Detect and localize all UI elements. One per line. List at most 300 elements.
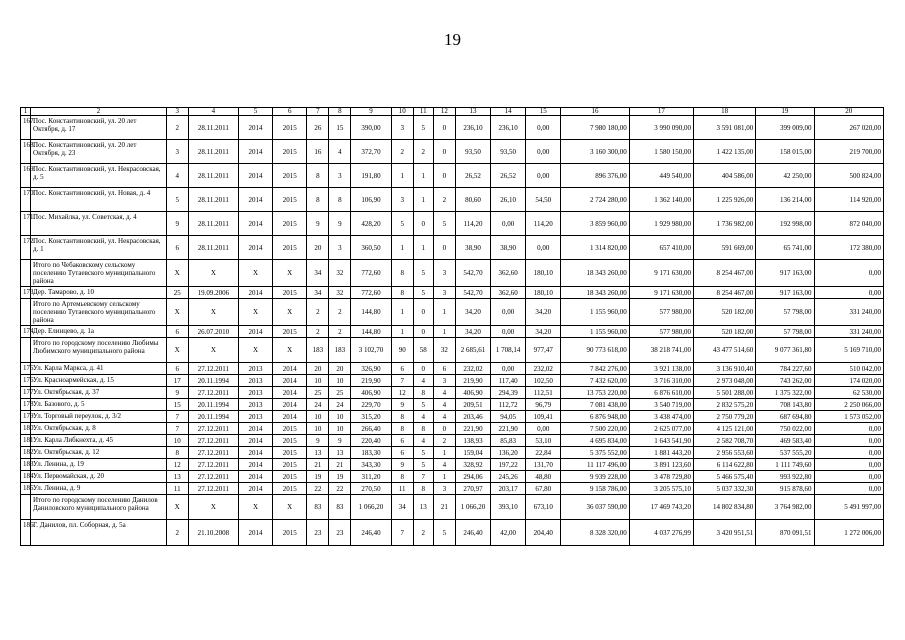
value-cell: 2015 [273, 140, 307, 164]
row-number-cell: 172. [21, 236, 31, 260]
value-cell: 246,40 [351, 520, 391, 546]
value-cell: 38,90 [491, 236, 526, 260]
value-cell: 0,00 [491, 212, 526, 236]
value-cell: 19 [307, 471, 329, 483]
value-cell: 399 009,00 [756, 116, 814, 140]
value-cell: 3 420 951,51 [693, 520, 755, 546]
table-row [21, 399, 884, 411]
value-cell: 2014 [238, 164, 272, 188]
value-cell: 13 [166, 471, 188, 483]
value-cell: 57 798,00 [756, 326, 814, 338]
value-cell: 1 066,20 [455, 495, 490, 520]
value-cell: 3 591 081,00 [693, 116, 755, 140]
table-row [21, 435, 884, 447]
column-number-header: 6 [273, 108, 307, 116]
column-number-header: 18 [693, 108, 755, 116]
value-cell: 3 [391, 188, 413, 212]
value-cell: 26 [307, 116, 329, 140]
table-row [21, 447, 884, 459]
value-cell: 203,46 [455, 411, 490, 423]
value-cell: 2015 [273, 164, 307, 188]
address-cell: Ул. Торговый переулок, д. 3/2 [31, 411, 167, 423]
value-cell: 1 272 006,00 [814, 520, 883, 546]
value-cell: 4 [166, 164, 188, 188]
value-cell: 772,60 [351, 287, 391, 299]
row-number-cell: 169. [21, 164, 31, 188]
value-cell: 10 [166, 435, 188, 447]
value-cell: 2015 [273, 471, 307, 483]
value-cell: 8 [329, 188, 351, 212]
value-cell: 6 [166, 363, 188, 375]
value-cell: 577 980,00 [629, 326, 693, 338]
value-cell: 114 920,00 [814, 188, 883, 212]
value-cell: 5 [413, 260, 433, 287]
value-cell: 8 [391, 287, 413, 299]
value-cell: 2 [329, 326, 351, 338]
value-cell: 9 [307, 212, 329, 236]
value-cell: 27.12.2011 [188, 483, 238, 495]
value-cell: 591 669,00 [693, 236, 755, 260]
value-cell: 5 [413, 287, 433, 299]
address-cell: Ул. Октябрьская, д. 37 [31, 387, 167, 399]
value-cell: 159,04 [455, 447, 490, 459]
value-cell: 43 477 514,60 [693, 338, 755, 363]
value-cell: 360,50 [351, 236, 391, 260]
column-number-header: 8 [329, 108, 351, 116]
value-cell: 4 [413, 375, 433, 387]
value-cell: 90 [391, 338, 413, 363]
value-cell: 5 037 332,30 [693, 483, 755, 495]
value-cell: 0 [413, 326, 433, 338]
value-cell: 0 [413, 363, 433, 375]
value-cell: 8 [307, 164, 329, 188]
address-cell: Ул. Красноармейская, д. 15 [31, 375, 167, 387]
row-number-cell: 180. [21, 423, 31, 435]
value-cell: 19.09.2006 [188, 287, 238, 299]
value-cell: 16 [307, 140, 329, 164]
value-cell: 3 438 474,00 [629, 411, 693, 423]
value-cell: 5 169 710,00 [814, 338, 883, 363]
value-cell: 3 478 729,80 [629, 471, 693, 483]
value-cell: 872 040,00 [814, 212, 883, 236]
value-cell: 10 [329, 411, 351, 423]
value-cell: 3 160 300,00 [561, 140, 629, 164]
subtotal-row [21, 260, 884, 287]
value-cell: 24 [307, 399, 329, 411]
value-cell: 8 254 467,00 [693, 260, 755, 287]
value-cell: 93,50 [491, 140, 526, 164]
row-number-cell: 175. [21, 363, 31, 375]
address-cell: Пос. Михайлка, ул. Советская, д. 4 [31, 212, 167, 236]
value-cell: 2014 [238, 236, 272, 260]
value-cell: 245,26 [491, 471, 526, 483]
row-number-cell: 171. [21, 212, 31, 236]
value-cell: 5 466 575,40 [693, 471, 755, 483]
row-number-cell [21, 299, 31, 326]
value-cell: 2013 [238, 363, 272, 375]
value-cell: 36 037 590,00 [561, 495, 629, 520]
subtotal-row [21, 495, 884, 520]
value-cell: 331 240,00 [814, 299, 883, 326]
value-cell: 2015 [273, 435, 307, 447]
value-cell: 9 077 361,80 [756, 338, 814, 363]
value-cell: 2015 [273, 459, 307, 471]
value-cell: 136 214,00 [756, 188, 814, 212]
table-row [21, 375, 884, 387]
value-cell: 13 [329, 447, 351, 459]
value-cell: 2015 [273, 188, 307, 212]
value-cell: X [166, 299, 188, 326]
value-cell: 3 [433, 483, 455, 495]
address-cell: Итого по городскому поселению Данилов Даниловского муниципального района [31, 495, 167, 520]
value-cell: 7 [391, 520, 413, 546]
column-number-header: 16 [561, 108, 629, 116]
value-cell: 219,90 [455, 375, 490, 387]
value-cell: 9 [166, 387, 188, 399]
value-cell: 2 [433, 435, 455, 447]
value-cell: 3 921 138,00 [629, 363, 693, 375]
address-cell: Ул. Октябрьская, д. 12 [31, 447, 167, 459]
value-cell: 6 [391, 435, 413, 447]
address-cell: Пос. Константиновский, ул. Некрасовская, д. 1 [31, 236, 167, 260]
row-number-cell: 182. [21, 447, 31, 459]
value-cell: 0,00 [526, 140, 561, 164]
value-cell: 18 343 260,00 [561, 287, 629, 299]
value-cell: 6 [391, 447, 413, 459]
value-cell: 236,10 [455, 116, 490, 140]
value-cell: 53,10 [526, 435, 561, 447]
value-cell: X [238, 260, 272, 287]
table-row [21, 411, 884, 423]
value-cell: 2014 [238, 116, 272, 140]
value-cell: 209,51 [455, 399, 490, 411]
value-cell: 4 [433, 399, 455, 411]
value-cell: 8 254 467,00 [693, 287, 755, 299]
value-cell: 109,41 [526, 411, 561, 423]
value-cell: 20.11.1994 [188, 375, 238, 387]
value-cell: 6 114 622,80 [693, 459, 755, 471]
value-cell: 7 [413, 471, 433, 483]
value-cell: 20.11.1994 [188, 411, 238, 423]
value-cell: 144,80 [351, 299, 391, 326]
value-cell: 27.12.2011 [188, 387, 238, 399]
value-cell: 54,50 [526, 188, 561, 212]
value-cell: 13 [413, 495, 433, 520]
value-cell: 0,00 [814, 435, 883, 447]
value-cell: 2014 [238, 471, 272, 483]
value-cell: 9 [329, 212, 351, 236]
column-number-header: 15 [526, 108, 561, 116]
value-cell: 750 022,00 [756, 423, 814, 435]
value-cell: 2013 [238, 411, 272, 423]
value-cell: 2013 [238, 387, 272, 399]
value-cell: 34,20 [526, 326, 561, 338]
value-cell: 28.11.2011 [188, 212, 238, 236]
value-cell: 6 876 610,00 [629, 387, 693, 399]
value-cell: 21 [329, 459, 351, 471]
value-cell: 180,10 [526, 287, 561, 299]
value-cell: 1 375 322,00 [756, 387, 814, 399]
value-cell: X [238, 495, 272, 520]
value-cell: 28.11.2011 [188, 116, 238, 140]
value-cell: 372,70 [351, 140, 391, 164]
value-cell: 1 225 926,00 [693, 188, 755, 212]
table-row [21, 164, 884, 188]
column-number-header: 7 [307, 108, 329, 116]
value-cell: 294,39 [491, 387, 526, 399]
address-cell: Пос. Константиновский, ул. 20 лет Октября, д. 23 [31, 140, 167, 164]
value-cell: 58 [413, 338, 433, 363]
address-cell: Ул. Карла Либкнехта, д. 45 [31, 435, 167, 447]
value-cell: 2014 [238, 287, 272, 299]
value-cell: 0 [433, 236, 455, 260]
value-cell: 2 [166, 116, 188, 140]
value-cell: 20 [307, 236, 329, 260]
value-cell: 2015 [273, 116, 307, 140]
value-cell: 294,06 [455, 471, 490, 483]
value-cell: 1 [391, 299, 413, 326]
value-cell: 22,84 [526, 447, 561, 459]
value-cell: 22 [329, 483, 351, 495]
value-cell: 772,60 [351, 260, 391, 287]
address-cell: Г. Данилов, пл. Соборная, д. 5а [31, 520, 167, 546]
value-cell: 977,47 [526, 338, 561, 363]
table-header-row [21, 108, 884, 116]
value-cell: 2014 [238, 483, 272, 495]
value-cell: 3 540 719,00 [629, 399, 693, 411]
value-cell: 2014 [238, 212, 272, 236]
value-cell: X [188, 338, 238, 363]
value-cell: 1 [433, 299, 455, 326]
value-cell: 1 [391, 164, 413, 188]
value-cell: 0,00 [526, 164, 561, 188]
row-number-cell: 183. [21, 459, 31, 471]
value-cell: 3 205 575,10 [629, 483, 693, 495]
value-cell: 1 155 960,00 [561, 299, 629, 326]
value-cell: 96,79 [526, 399, 561, 411]
value-cell: 1 573 052,00 [814, 411, 883, 423]
value-cell: 144,80 [351, 326, 391, 338]
value-cell: 246,40 [455, 520, 490, 546]
value-cell: 3 [391, 116, 413, 140]
value-cell: 3 [329, 164, 351, 188]
value-cell: 267 020,00 [814, 116, 883, 140]
value-cell: 28.11.2011 [188, 236, 238, 260]
value-cell: 2 832 575,20 [693, 399, 755, 411]
value-cell: 1 [433, 326, 455, 338]
row-number-cell: 181. [21, 435, 31, 447]
value-cell: 993 922,80 [756, 471, 814, 483]
value-cell: 0,00 [814, 447, 883, 459]
value-cell: 34,20 [455, 299, 490, 326]
value-cell: 4 [329, 140, 351, 164]
value-cell: 11 117 496,00 [561, 459, 629, 471]
value-cell: 62 530,00 [814, 387, 883, 399]
value-cell: 180,10 [526, 260, 561, 287]
row-number-cell: 179. [21, 411, 31, 423]
value-cell: 673,10 [526, 495, 561, 520]
value-cell: 2 625 077,00 [629, 423, 693, 435]
address-cell: Пос. Константиновский, ул. Новая, д. 4 [31, 188, 167, 212]
column-number-header: 3 [166, 108, 188, 116]
value-cell: 1 580 150,00 [629, 140, 693, 164]
value-cell: 326,90 [351, 363, 391, 375]
value-cell: 542,70 [455, 287, 490, 299]
value-cell: 743 262,00 [756, 375, 814, 387]
value-cell: 138,93 [455, 435, 490, 447]
value-cell: 219 700,00 [814, 140, 883, 164]
value-cell: 362,60 [491, 260, 526, 287]
value-cell: 15 [166, 399, 188, 411]
value-cell: 3 102,70 [351, 338, 391, 363]
value-cell: 219,90 [351, 375, 391, 387]
value-cell: 15 [329, 116, 351, 140]
value-cell: 1 929 980,00 [629, 212, 693, 236]
value-cell: 4 [413, 435, 433, 447]
value-cell: 114,20 [526, 212, 561, 236]
value-cell: 7 432 620,00 [561, 375, 629, 387]
value-cell: 13 753 220,00 [561, 387, 629, 399]
value-cell: 1 881 443,20 [629, 447, 693, 459]
value-cell: 0 [433, 116, 455, 140]
row-number-cell: 184. [21, 471, 31, 483]
value-cell: 8 [413, 387, 433, 399]
value-cell: 2015 [273, 520, 307, 546]
value-cell: 3 716 310,00 [629, 375, 693, 387]
value-cell: 2014 [238, 520, 272, 546]
value-cell: 8 328 320,00 [561, 520, 629, 546]
value-cell: 5 [391, 212, 413, 236]
value-cell: 270,97 [455, 483, 490, 495]
value-cell: 203,17 [491, 483, 526, 495]
value-cell: 0 [413, 212, 433, 236]
value-cell: 10 [307, 375, 329, 387]
value-cell: 0,00 [491, 363, 526, 375]
value-cell: 136,20 [491, 447, 526, 459]
value-cell: 5 [413, 459, 433, 471]
address-cell: Итого по Чебаковскому сельскому поселению Тутаевского муниципального района [31, 260, 167, 287]
value-cell: 18 343 260,00 [561, 260, 629, 287]
value-cell: 9 158 786,00 [561, 483, 629, 495]
column-number-header: 9 [351, 108, 391, 116]
value-cell: 8 [413, 423, 433, 435]
value-cell: 23 [329, 520, 351, 546]
address-cell: Пос. Константиновский, ул. Некрасовская, д. 5 [31, 164, 167, 188]
value-cell: 2015 [273, 423, 307, 435]
value-cell: 27.12.2011 [188, 447, 238, 459]
column-number-header: 10 [391, 108, 413, 116]
value-cell: 8 [166, 447, 188, 459]
value-cell: 8 [391, 471, 413, 483]
table-row [21, 188, 884, 212]
value-cell: X [166, 260, 188, 287]
value-cell: 390,00 [351, 116, 391, 140]
address-cell: Ул. Ленина, д. 19 [31, 459, 167, 471]
value-cell: 34,20 [526, 299, 561, 326]
table-row [21, 140, 884, 164]
value-cell: 7 500 220,00 [561, 423, 629, 435]
value-cell: 5 [166, 188, 188, 212]
value-cell: 2 [433, 188, 455, 212]
value-cell: 220,40 [351, 435, 391, 447]
value-cell: 12 [166, 459, 188, 471]
value-cell: 17 469 743,20 [629, 495, 693, 520]
value-cell: 8 [391, 423, 413, 435]
value-cell: 94,05 [491, 411, 526, 423]
value-cell: 20.11.1994 [188, 399, 238, 411]
value-cell: 23 [307, 520, 329, 546]
address-cell: Итого по Артемьевскому сельскому поселению Тутаевского муниципального района [31, 299, 167, 326]
row-number-cell: 185. [21, 483, 31, 495]
value-cell: 93,50 [455, 140, 490, 164]
address-cell: Ул. Карла Маркса, д. 41 [31, 363, 167, 375]
value-cell: 1 643 541,90 [629, 435, 693, 447]
value-cell: 657 410,00 [629, 236, 693, 260]
value-cell: 406,90 [351, 387, 391, 399]
value-cell: 102,50 [526, 375, 561, 387]
row-number-cell: 176. [21, 375, 31, 387]
value-cell: 2014 [238, 459, 272, 471]
value-cell: 1 736 982,00 [693, 212, 755, 236]
table-row [21, 212, 884, 236]
value-cell: 183,30 [351, 447, 391, 459]
value-cell: 9 [307, 435, 329, 447]
value-cell: 542,70 [455, 260, 490, 287]
value-cell: X [238, 338, 272, 363]
value-cell: 5 [413, 116, 433, 140]
value-cell: 232,02 [526, 363, 561, 375]
value-cell: 34 [307, 287, 329, 299]
table-body [21, 108, 884, 546]
value-cell: 0,00 [526, 236, 561, 260]
value-cell: 0 [433, 140, 455, 164]
value-cell: 2014 [273, 411, 307, 423]
value-cell: 4 037 276,99 [629, 520, 693, 546]
value-cell: 4 [413, 411, 433, 423]
value-cell: 83 [307, 495, 329, 520]
value-cell: 8 [391, 260, 413, 287]
value-cell: 27.12.2011 [188, 459, 238, 471]
address-cell: Ул. Ленина, д. 9 [31, 483, 167, 495]
column-number-header: 17 [629, 108, 693, 116]
value-cell: 236,10 [491, 116, 526, 140]
value-cell: 1 708,14 [491, 338, 526, 363]
address-cell: Дер. Елинцево, д. 1а [31, 326, 167, 338]
address-cell: Ул. Октябрьская, д. 8 [31, 423, 167, 435]
value-cell: 32 [433, 338, 455, 363]
value-cell: 5 [413, 399, 433, 411]
value-cell: 20 [329, 363, 351, 375]
row-number-cell: 173. [21, 287, 31, 299]
value-cell: 117,40 [491, 375, 526, 387]
value-cell: 197,22 [491, 459, 526, 471]
value-cell: X [188, 260, 238, 287]
value-cell: 577 980,00 [629, 299, 693, 326]
value-cell: 1 314 820,00 [561, 236, 629, 260]
value-cell: X [166, 338, 188, 363]
value-cell: 520 182,00 [693, 326, 755, 338]
value-cell: 2014 [238, 435, 272, 447]
value-cell: X [166, 495, 188, 520]
table-row [21, 326, 884, 338]
value-cell: 0 [433, 423, 455, 435]
value-cell: 191,80 [351, 164, 391, 188]
value-cell: 3 [433, 375, 455, 387]
column-number-header: 1 [21, 108, 31, 116]
value-cell: 2 [307, 299, 329, 326]
value-cell: 2013 [238, 399, 272, 411]
table-row [21, 520, 884, 546]
